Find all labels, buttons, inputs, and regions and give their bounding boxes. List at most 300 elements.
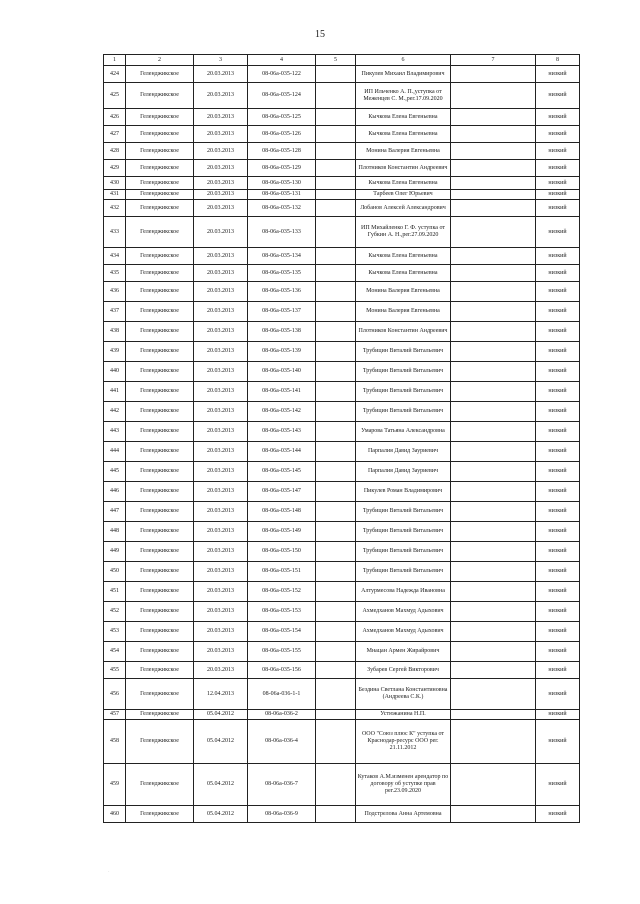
column-7-cell — [451, 200, 536, 217]
owner-name: Трубицин Виталий Витальевич — [356, 562, 451, 582]
row-number: 445 — [104, 462, 126, 482]
table-row — [104, 602, 580, 622]
table-row — [104, 282, 580, 302]
column-7-cell — [451, 720, 536, 764]
owner-name: ИП Ильченко А. П.,уступка от Меженцев С. М.,рег.17.09.2020 — [356, 83, 451, 109]
place-name: Геленджикское — [126, 382, 194, 402]
place-name: Геленджикское — [126, 642, 194, 662]
row-number: 458 — [104, 720, 126, 764]
column-7-cell — [451, 109, 536, 126]
table-row — [104, 143, 580, 160]
place-name: Геленджикское — [126, 109, 194, 126]
owner-name: Зубарев Сергей Викторович — [356, 662, 451, 679]
table-row — [104, 582, 580, 602]
table-row — [104, 342, 580, 362]
owner-name: ИП Михайленко Г. Ф. уступка от Губкин А. Н.,рег.27.09.2020 — [356, 217, 451, 248]
owner-name: Ахмедханов Махмуд Адыхович — [356, 602, 451, 622]
column-7-cell — [451, 282, 536, 302]
registration-date: 20.03.2013 — [194, 362, 248, 382]
column-5-cell — [316, 542, 356, 562]
registration-date: 20.03.2013 — [194, 582, 248, 602]
registration-date: 20.03.2013 — [194, 662, 248, 679]
column-7-cell — [451, 482, 536, 502]
place-name: Геленджикское — [126, 83, 194, 109]
row-number: 447 — [104, 502, 126, 522]
place-name: Геленджикское — [126, 806, 194, 823]
row-number: 425 — [104, 83, 126, 109]
column-7-cell — [451, 177, 536, 190]
table-row — [104, 422, 580, 442]
owner-name: Кычкова Елена Евгеньевна — [356, 126, 451, 143]
column-5-cell — [316, 720, 356, 764]
registration-date: 20.03.2013 — [194, 322, 248, 342]
parcel-code: 08-06а-036-4 — [248, 720, 316, 764]
column-7-cell — [451, 126, 536, 143]
registration-date: 20.03.2013 — [194, 190, 248, 200]
column-7-cell — [451, 542, 536, 562]
column-5-cell — [316, 200, 356, 217]
column-7-cell — [451, 248, 536, 265]
column-7-cell — [451, 642, 536, 662]
owner-name: Бездина Светлана Константиновна (Андреева С.К.) — [356, 679, 451, 710]
row-number: 442 — [104, 402, 126, 422]
parcel-code: 08-06а-036-1-1 — [248, 679, 316, 710]
column-5-cell — [316, 502, 356, 522]
owner-name: Монина Валерия Евгеньевна — [356, 282, 451, 302]
registration-date: 20.03.2013 — [194, 126, 248, 143]
table-row — [104, 622, 580, 642]
risk-level: низкий — [536, 562, 580, 582]
place-name: Геленджикское — [126, 302, 194, 322]
owner-name: Устюжанина Н.П. — [356, 710, 451, 720]
parcel-code: 08-06а-035-141 — [248, 382, 316, 402]
risk-level: низкий — [536, 710, 580, 720]
registration-date: 20.03.2013 — [194, 402, 248, 422]
row-number: 449 — [104, 542, 126, 562]
parcel-code: 08-06а-035-142 — [248, 402, 316, 422]
risk-level: низкий — [536, 190, 580, 200]
registration-date: 20.03.2013 — [194, 462, 248, 482]
table-row — [104, 710, 580, 720]
parcel-code: 08-06а-036-2 — [248, 710, 316, 720]
column-7-cell — [451, 582, 536, 602]
column-7-cell — [451, 806, 536, 823]
parcel-code: 08-06а-035-129 — [248, 160, 316, 177]
registration-date: 20.03.2013 — [194, 642, 248, 662]
column-5-cell — [316, 302, 356, 322]
row-number: 448 — [104, 522, 126, 542]
risk-level: низкий — [536, 160, 580, 177]
table-row — [104, 679, 580, 710]
table-row — [104, 160, 580, 177]
row-number: 428 — [104, 143, 126, 160]
column-5-cell — [316, 582, 356, 602]
place-name: Геленджикское — [126, 679, 194, 710]
column-5-cell — [316, 83, 356, 109]
place-name: Геленджикское — [126, 342, 194, 362]
registration-date: 12.04.2013 — [194, 679, 248, 710]
column-7-cell — [451, 402, 536, 422]
row-number: 457 — [104, 710, 126, 720]
column-7-cell — [451, 764, 536, 806]
parcel-code: 08-06а-035-135 — [248, 265, 316, 282]
table-row — [104, 442, 580, 462]
table-row — [104, 720, 580, 764]
column-7-cell — [451, 422, 536, 442]
parcel-code: 08-06а-035-130 — [248, 177, 316, 190]
risk-level: низкий — [536, 679, 580, 710]
registration-date: 20.03.2013 — [194, 200, 248, 217]
parcel-code: 08-06а-035-132 — [248, 200, 316, 217]
place-name: Геленджикское — [126, 764, 194, 806]
risk-level: низкий — [536, 462, 580, 482]
registration-date: 20.03.2013 — [194, 502, 248, 522]
column-5-cell — [316, 806, 356, 823]
registration-date: 20.03.2013 — [194, 83, 248, 109]
row-number: 433 — [104, 217, 126, 248]
owner-name: Трубицин Виталий Витальевич — [356, 402, 451, 422]
row-number: 437 — [104, 302, 126, 322]
parcel-code: 08-06а-035-124 — [248, 83, 316, 109]
risk-level: низкий — [536, 143, 580, 160]
owner-name: Умарова Татьяна Александровна — [356, 422, 451, 442]
column-5-cell — [316, 109, 356, 126]
column-5-cell — [316, 562, 356, 582]
parcel-code: 08-06а-035-140 — [248, 362, 316, 382]
table-row — [104, 502, 580, 522]
owner-name: Монина Валерия Евгеньевна — [356, 143, 451, 160]
column-5-cell — [316, 522, 356, 542]
column-5-cell — [316, 622, 356, 642]
table-row — [104, 248, 580, 265]
registration-date: 20.03.2013 — [194, 422, 248, 442]
registration-date: 20.03.2013 — [194, 282, 248, 302]
owner-name: Пикулев Михаил Владимирович — [356, 66, 451, 83]
registration-date: 05.04.2012 — [194, 806, 248, 823]
table-row — [104, 522, 580, 542]
table-row — [104, 322, 580, 342]
column-7-cell — [451, 662, 536, 679]
column-header: 5 — [316, 55, 356, 66]
column-5-cell — [316, 143, 356, 160]
parcel-code: 08-06а-035-128 — [248, 143, 316, 160]
risk-level: низкий — [536, 542, 580, 562]
column-7-cell — [451, 83, 536, 109]
risk-level: низкий — [536, 806, 580, 823]
row-number: 454 — [104, 642, 126, 662]
place-name: Геленджикское — [126, 200, 194, 217]
registration-date: 20.03.2013 — [194, 542, 248, 562]
row-number: 430 — [104, 177, 126, 190]
registration-date: 05.04.2012 — [194, 720, 248, 764]
place-name: Геленджикское — [126, 622, 194, 642]
owner-name: Кутаков А.М.изменен арендатор по договору об уступке прав рег.23.09.2020 — [356, 764, 451, 806]
place-name: Геленджикское — [126, 402, 194, 422]
column-header: 8 — [536, 55, 580, 66]
registration-date: 20.03.2013 — [194, 382, 248, 402]
column-5-cell — [316, 602, 356, 622]
row-number: 446 — [104, 482, 126, 502]
place-name: Геленджикское — [126, 710, 194, 720]
parcel-code: 08-06а-035-122 — [248, 66, 316, 83]
owner-name: Трубицин Виталий Витальевич — [356, 342, 451, 362]
row-number: 435 — [104, 265, 126, 282]
column-7-cell — [451, 710, 536, 720]
risk-level: низкий — [536, 342, 580, 362]
column-5-cell — [316, 322, 356, 342]
table-row — [104, 662, 580, 679]
place-name: Геленджикское — [126, 462, 194, 482]
parcel-code: 08-06а-035-151 — [248, 562, 316, 582]
risk-level: низкий — [536, 502, 580, 522]
column-5-cell — [316, 190, 356, 200]
risk-level: низкий — [536, 200, 580, 217]
parcel-code: 08-06а-035-125 — [248, 109, 316, 126]
scan-mark: · — [108, 870, 110, 875]
column-header: 4 — [248, 55, 316, 66]
column-5-cell — [316, 342, 356, 362]
table-row — [104, 482, 580, 502]
column-7-cell — [451, 362, 536, 382]
table-row — [104, 302, 580, 322]
place-name: Геленджикское — [126, 322, 194, 342]
column-5-cell — [316, 217, 356, 248]
parcel-code: 08-06а-035-126 — [248, 126, 316, 143]
risk-level: низкий — [536, 582, 580, 602]
owner-name: ООО "Союз плюс К" уступка от Краснодар-ресурс ООО рег. 21.11.2012 — [356, 720, 451, 764]
row-number: 426 — [104, 109, 126, 126]
risk-level: низкий — [536, 282, 580, 302]
row-number: 429 — [104, 160, 126, 177]
parcel-code: 08-06а-035-133 — [248, 217, 316, 248]
column-5-cell — [316, 248, 356, 265]
parcel-code: 08-06а-035-153 — [248, 602, 316, 622]
owner-name: Пикулев Роман Владимирович — [356, 482, 451, 502]
row-number: 438 — [104, 322, 126, 342]
registration-date: 20.03.2013 — [194, 109, 248, 126]
row-number: 455 — [104, 662, 126, 679]
parcel-code: 08-06а-036-7 — [248, 764, 316, 806]
owner-name: Парпалия Давид Зауриевич — [356, 442, 451, 462]
place-name: Геленджикское — [126, 126, 194, 143]
owner-name: Мнацан Армен Жирайрович — [356, 642, 451, 662]
row-number: 431 — [104, 190, 126, 200]
table-row — [104, 66, 580, 83]
row-number: 453 — [104, 622, 126, 642]
owner-name: Кычкова Елена Евгеньевна — [356, 109, 451, 126]
place-name: Геленджикское — [126, 442, 194, 462]
table-row — [104, 562, 580, 582]
place-name: Геленджикское — [126, 248, 194, 265]
column-7-cell — [451, 302, 536, 322]
table-row — [104, 177, 580, 190]
table-row — [104, 542, 580, 562]
row-number: 451 — [104, 582, 126, 602]
column-7-cell — [451, 502, 536, 522]
parcel-code: 08-06а-035-137 — [248, 302, 316, 322]
row-number: 424 — [104, 66, 126, 83]
registration-date: 20.03.2013 — [194, 217, 248, 248]
risk-level: низкий — [536, 622, 580, 642]
column-5-cell — [316, 362, 356, 382]
row-number: 427 — [104, 126, 126, 143]
place-name: Геленджикское — [126, 602, 194, 622]
place-name: Геленджикское — [126, 522, 194, 542]
risk-level: низкий — [536, 302, 580, 322]
parcel-code: 08-06а-036-9 — [248, 806, 316, 823]
registration-date: 05.04.2012 — [194, 764, 248, 806]
registration-date: 20.03.2013 — [194, 622, 248, 642]
place-name: Геленджикское — [126, 143, 194, 160]
row-number: 459 — [104, 764, 126, 806]
column-5-cell — [316, 282, 356, 302]
table-row — [104, 764, 580, 806]
place-name: Геленджикское — [126, 362, 194, 382]
place-name: Геленджикское — [126, 662, 194, 679]
owner-name: Лобанов Алексей Александрович — [356, 200, 451, 217]
row-number: 441 — [104, 382, 126, 402]
table-row — [104, 806, 580, 823]
owner-name: Трубицин Виталий Витальевич — [356, 382, 451, 402]
risk-level: низкий — [536, 522, 580, 542]
place-name: Геленджикское — [126, 66, 194, 83]
column-5-cell — [316, 679, 356, 710]
registration-date: 20.03.2013 — [194, 302, 248, 322]
risk-level: низкий — [536, 764, 580, 806]
registration-date: 20.03.2013 — [194, 177, 248, 190]
column-7-cell — [451, 190, 536, 200]
register-table — [103, 54, 580, 823]
page-number: 15 — [315, 29, 325, 40]
parcel-code: 08-06а-035-155 — [248, 642, 316, 662]
place-name: Геленджикское — [126, 190, 194, 200]
column-5-cell — [316, 442, 356, 462]
registration-date: 20.03.2013 — [194, 342, 248, 362]
column-header: 3 — [194, 55, 248, 66]
parcel-code: 08-06а-035-144 — [248, 442, 316, 462]
risk-level: низкий — [536, 248, 580, 265]
place-name: Геленджикское — [126, 562, 194, 582]
owner-name: Алтурмесова Надежда Ивановна — [356, 582, 451, 602]
column-header: 1 — [104, 55, 126, 66]
table-row — [104, 109, 580, 126]
column-header: 2 — [126, 55, 194, 66]
owner-name: Трубицин Виталий Витальевич — [356, 522, 451, 542]
column-7-cell — [451, 160, 536, 177]
owner-name: Подстрелова Анна Артемовна — [356, 806, 451, 823]
column-5-cell — [316, 764, 356, 806]
registration-date: 20.03.2013 — [194, 265, 248, 282]
place-name: Геленджикское — [126, 502, 194, 522]
parcel-code: 08-06а-035-149 — [248, 522, 316, 542]
column-5-cell — [316, 382, 356, 402]
owner-name: Плотников Константин Андреевич — [356, 160, 451, 177]
row-number: 439 — [104, 342, 126, 362]
row-number: 436 — [104, 282, 126, 302]
row-number: 434 — [104, 248, 126, 265]
owner-name: Трубицин Виталий Витальевич — [356, 502, 451, 522]
parcel-code: 08-06а-035-131 — [248, 190, 316, 200]
column-7-cell — [451, 382, 536, 402]
risk-level: низкий — [536, 362, 580, 382]
registration-date: 05.04.2012 — [194, 710, 248, 720]
column-7-cell — [451, 462, 536, 482]
parcel-code: 08-06а-035-143 — [248, 422, 316, 442]
parcel-code: 08-06а-035-154 — [248, 622, 316, 642]
parcel-code: 08-06а-035-145 — [248, 462, 316, 482]
risk-level: низкий — [536, 442, 580, 462]
risk-level: низкий — [536, 322, 580, 342]
risk-level: низкий — [536, 662, 580, 679]
registration-date: 20.03.2013 — [194, 66, 248, 83]
owner-name: Плотников Константин Андреевич — [356, 322, 451, 342]
risk-level: низкий — [536, 217, 580, 248]
row-number: 444 — [104, 442, 126, 462]
parcel-code: 08-06а-035-139 — [248, 342, 316, 362]
column-7-cell — [451, 679, 536, 710]
place-name: Геленджикское — [126, 542, 194, 562]
column-7-cell — [451, 622, 536, 642]
register-body — [104, 66, 580, 823]
column-5-cell — [316, 710, 356, 720]
column-7-cell — [451, 342, 536, 362]
place-name: Геленджикское — [126, 482, 194, 502]
parcel-code: 08-06а-035-136 — [248, 282, 316, 302]
column-7-cell — [451, 265, 536, 282]
owner-name: Парпалия Давид Зауриевич — [356, 462, 451, 482]
column-7-cell — [451, 143, 536, 160]
parcel-code: 08-06а-035-138 — [248, 322, 316, 342]
table-row — [104, 265, 580, 282]
parcel-code: 08-06а-035-134 — [248, 248, 316, 265]
column-5-cell — [316, 177, 356, 190]
risk-level: низкий — [536, 66, 580, 83]
row-number: 452 — [104, 602, 126, 622]
owner-name: Кычкова Елена Евгеньевна — [356, 177, 451, 190]
column-5-cell — [316, 160, 356, 177]
place-name: Геленджикское — [126, 720, 194, 764]
owner-name: Монина Валерия Евгеньевна — [356, 302, 451, 322]
owner-name: Тарбеев Олег Юрьевич — [356, 190, 451, 200]
column-7-cell — [451, 602, 536, 622]
registration-date: 20.03.2013 — [194, 160, 248, 177]
parcel-code: 08-06а-035-147 — [248, 482, 316, 502]
risk-level: низкий — [536, 602, 580, 622]
parcel-code: 08-06а-035-156 — [248, 662, 316, 679]
risk-level: низкий — [536, 422, 580, 442]
owner-name: Кычкова Елена Евгеньевна — [356, 248, 451, 265]
column-5-cell — [316, 265, 356, 282]
column-7-cell — [451, 562, 536, 582]
owner-name: Ахмедханов Махмуд Адыхович — [356, 622, 451, 642]
risk-level: низкий — [536, 720, 580, 764]
column-7-cell — [451, 522, 536, 542]
risk-level: низкий — [536, 402, 580, 422]
column-5-cell — [316, 402, 356, 422]
table-row — [104, 362, 580, 382]
table-row — [104, 126, 580, 143]
risk-level: низкий — [536, 265, 580, 282]
registration-date: 20.03.2013 — [194, 602, 248, 622]
risk-level: низкий — [536, 482, 580, 502]
table-row — [104, 200, 580, 217]
table-row — [104, 462, 580, 482]
table-row — [104, 190, 580, 200]
registration-date: 20.03.2013 — [194, 248, 248, 265]
column-header: 6 — [356, 55, 451, 66]
row-number: 432 — [104, 200, 126, 217]
risk-level: низкий — [536, 382, 580, 402]
